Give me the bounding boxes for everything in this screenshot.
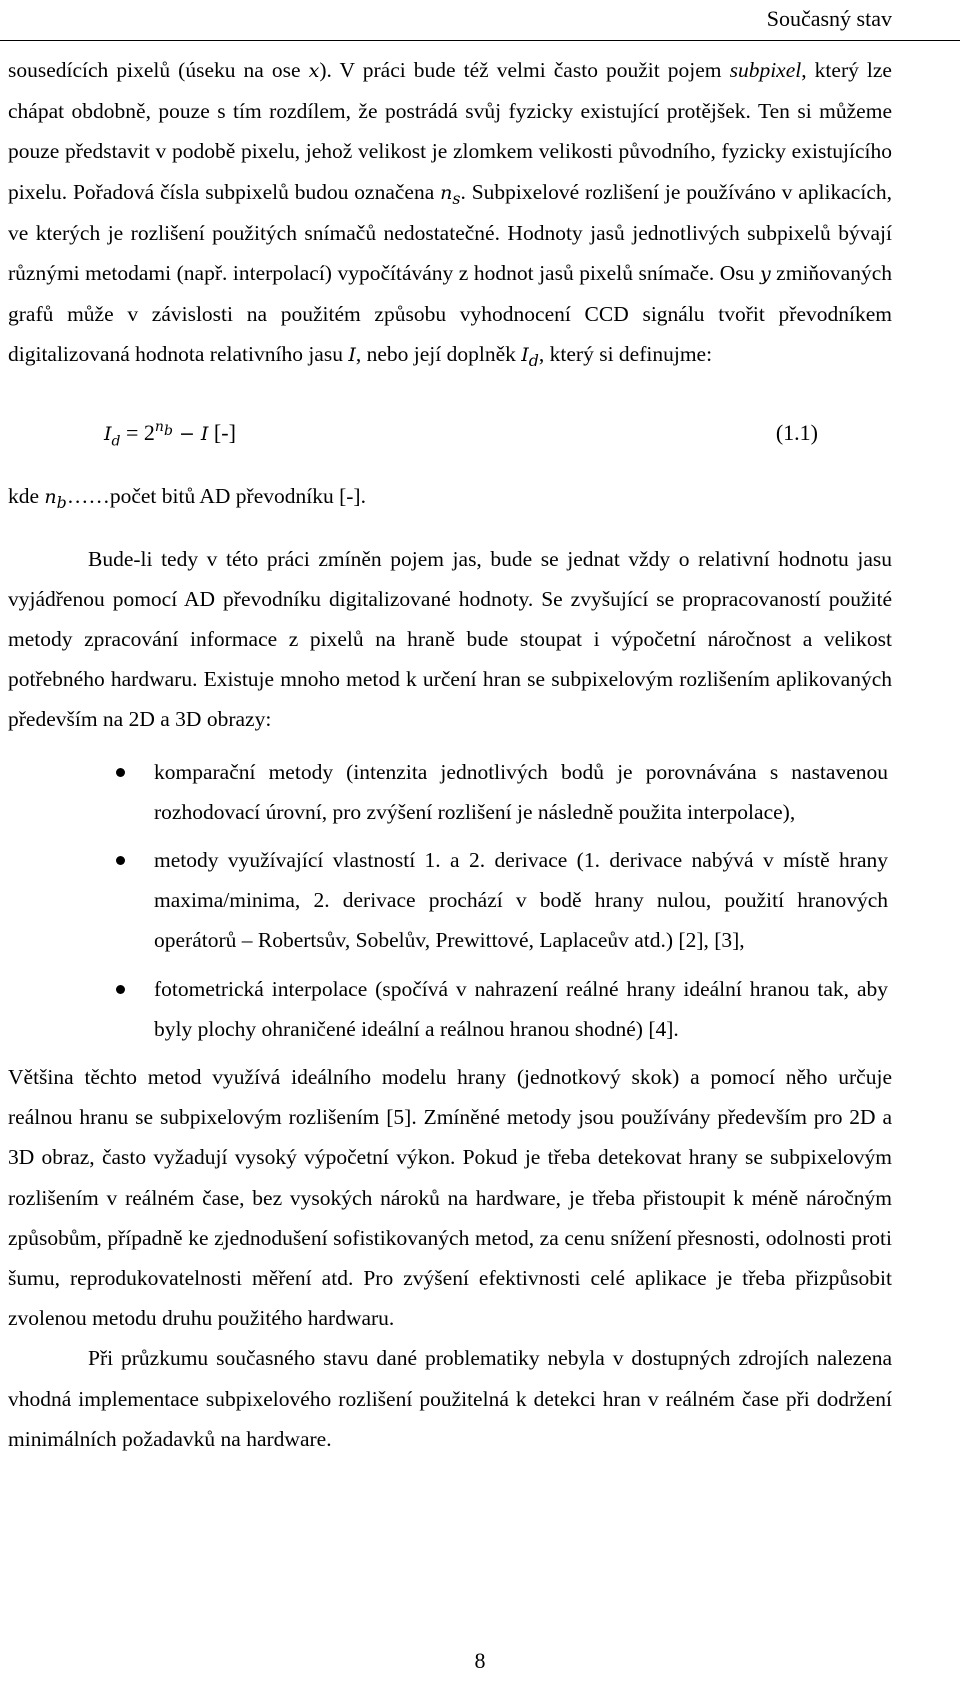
equation-1-1 — [8, 414, 892, 458]
bullet-icon — [116, 768, 125, 777]
bullet-icon — [116, 985, 125, 994]
page-number: 8 — [474, 1648, 486, 1673]
paragraph-methods-summary: Většina těchto metod využívá ideálního modelu hrany (jednotkový skok) a pomocí něho určuje reálnou hranu se subpixelovým rozlišením [5]. Zmíněné metody jsou používány především pro 2D a 3D obraz, často vyžadují vysoký výpočetní výkon. Pokud je třeba detekovat hrany se subpixelovým rozlišením v reálném čase, bez vysokých nároků na hardware, je třeba přistoupit k méně náročným způsobům, případně ke zjednodušení sofistikovaných metod, za cenu snížení přesnosti, odolnosti proti šumu, reprodukovatelnosti měření atd. Pro zvýšení efektivnosti celé aplikace je třeba přizpůsobit zvolenou metodu druhu použitého hardwaru. — [8, 1065, 892, 1331]
math-var-nb: $n_b$ — [44, 485, 67, 512]
math-var-ns: $n_s$ — [440, 181, 461, 208]
term-subpixel: subpixel — [729, 58, 802, 82]
methods-list — [8, 752, 892, 1049]
paragraph-conclusion: Při průzkumu současného stavu dané problematiky nebyla v dostupných zdrojích nalezena vhodná implementace subpixelového rozlišení použitelná k detekci hran v reálném čase při dodržení minimálních požadavků na hardware. — [8, 1346, 892, 1451]
list-item: fotometrická interpolace (spočívá v nahrazení reálné hrany ideální hranou tak, aby byly plochy ohraničené ideální a reálnou hranou shodné) [4]. — [8, 969, 892, 1049]
header-rule — [0, 40, 960, 41]
math-var-y: y — [759, 263, 771, 286]
equation-number: (1.1) — [775, 419, 818, 445]
paragraph-brightness: Bude-li tedy v této práci zmíněn pojem jas, bude se jednat vždy o relativní hodnotu jasu vyjádřenou pomocí AD převodníku digitalizované hodnoty. Se zvyšující se propracovaností použité metody zpracování informace z pixelů na hraně bude stoupat i výpočetní náročnost a velikost potřebného hardwaru. Existuje mnoho metod k určení hran se subpixelovým rozlišením aplikovaných především na 2D a 3D obrazy: — [8, 546, 892, 732]
list-item: komparační metody (intenzita jednotlivých bodů je porovnávána s nastavenou rozhodovací úrovní, pro zvýšení rozlišení je následně použita interpolace), — [8, 752, 892, 832]
variable-definition: kde $n_b\dots\dots počet$ bitů AD převodníku [-]. — [8, 483, 366, 512]
page-body — [8, 50, 892, 1459]
paragraph-subpixel-definition: sousedících pixelů (úseku na ose x). V práci bude též velmi často použit pojem subpixel, který lze chápat obdobně, pouze s tím rozdílem, že postrádá svůj fyzicky existující protějšek. Ten si můžeme pouze představit v podobě pixelu, jehož velikost je zlomkem velikosti původního, fyzicky existujícího pixelu. Pořadová čísla subpixelů budou označena $n_s$. Subpixelové rozlišení je používáno v aplikacích, ve kterých je rozlišení použitých snímačů nedostatečné. Hodnoty jasů jednotlivých subpixelů bývají různými metodami (např. interpolací) vypočítávány z hodnot jasů pixelů snímače. Osu y zmiňovaných grafů může v závislosti na použitém způsobu vyhodnocení CCD signálu tvořit převodníkem digitalizovaná hodnota relativního jasu I, nebo její doplněk $I_d$, který si definujme: — [8, 58, 893, 371]
bullet-icon — [116, 856, 125, 865]
math-var-x: x — [308, 60, 320, 82]
list-item: metody využívající vlastností 1. a 2. derivace (1. derivace nabývá v místě hrany maxima/minima, 2. derivace prochází v bodě hrany nulou, použití hranových operátorů – Robertsův, Sobelův, Prewittové, Laplaceův atd.) [2], [3], — [8, 840, 892, 961]
math-var-I: I — [348, 344, 356, 367]
running-header: Současný stav — [766, 6, 892, 31]
equation-expression: $I_d = 2^{n_b} - I$ [-] — [104, 419, 236, 450]
math-var-Id: $I_d$ — [521, 344, 539, 371]
